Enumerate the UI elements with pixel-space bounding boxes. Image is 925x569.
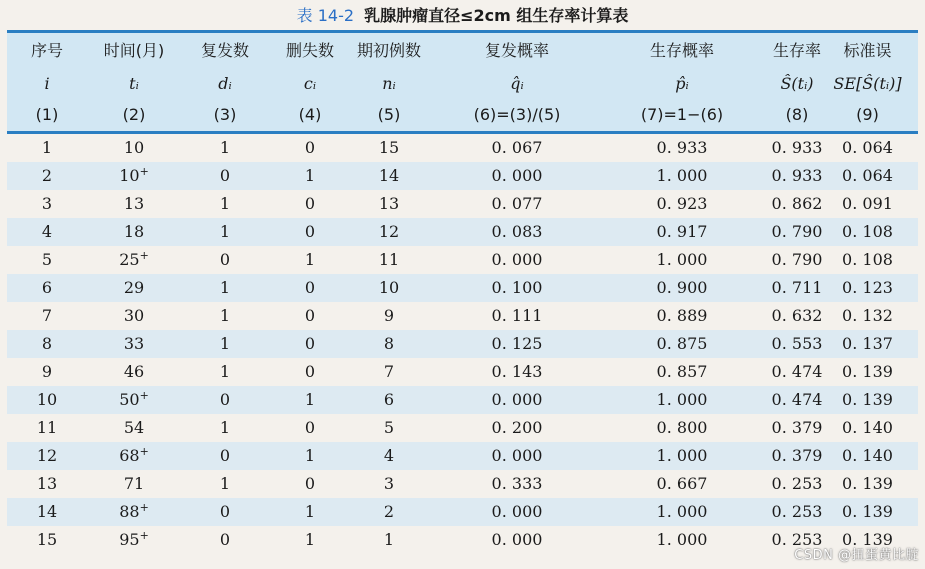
cell-at-risk: 13 [378,194,400,213]
cell-censored: 0 [304,278,316,297]
cell-time: 13 [123,194,145,213]
cell-survival-rate: 0. 253 [771,474,823,493]
cell-time: 88+ [119,501,149,521]
table-row [7,442,918,470]
column-header-std-error: 标准误 SE[Ŝ(tᵢ)] (9) [833,41,902,124]
cell-survival-prob: 1. 000 [656,446,708,465]
censor-mark: + [139,501,149,514]
cell-relapse-prob: 0. 083 [491,222,543,241]
cell-std-error: 0. 139 [842,390,893,409]
cell-index: 4 [41,222,53,241]
censor-mark: + [139,445,149,458]
cell-at-risk: 4 [383,446,395,465]
table-body [7,134,918,554]
cell-index: 3 [41,194,53,213]
cell-relapse-prob: 0. 077 [491,194,543,213]
cell-censored: 1 [304,530,316,549]
cell-censored: 0 [304,194,316,213]
table-row [7,134,918,162]
table-caption [0,4,925,28]
cell-index: 13 [36,474,58,493]
cell-relapse: 0 [219,502,231,521]
cell-at-risk: 9 [383,306,395,325]
cell-index: 9 [41,362,53,381]
cell-survival-prob: 1. 000 [656,250,708,269]
cell-relapse-prob: 0. 000 [491,502,543,521]
cell-relapse-prob: 0. 000 [491,166,543,185]
table-row [7,302,918,330]
cell-at-risk: 1 [383,530,395,549]
cell-survival-rate: 0. 253 [771,502,823,521]
cell-time: 10+ [119,165,149,185]
cell-std-error: 0. 140 [842,418,893,437]
cell-survival-prob: 1. 000 [656,166,708,185]
cell-time: 68+ [119,445,149,465]
cell-index: 10 [36,390,58,409]
cell-relapse: 1 [219,194,231,213]
cell-std-error: 0. 139 [842,502,893,521]
column-header-survival-rate: 生存率 Ŝ(tᵢ) (8) [772,41,821,124]
cell-survival-prob: 0. 857 [656,362,708,381]
cell-std-error: 0. 091 [842,194,893,213]
cell-index: 7 [41,306,53,325]
cell-at-risk: 12 [378,222,400,241]
cell-index: 12 [36,446,58,465]
column-header-relapse-prob: 复发概率 q̂ᵢ (6)=(3)/(5) [473,41,561,124]
cell-at-risk: 3 [383,474,395,493]
cell-censored: 1 [304,446,316,465]
cell-relapse-prob: 0. 000 [491,530,543,549]
cell-index: 5 [41,250,53,269]
cell-censored: 0 [304,306,316,325]
cell-censored: 0 [304,474,316,493]
censor-mark: + [139,249,149,262]
cell-relapse: 1 [219,474,231,493]
cell-index: 2 [41,166,53,185]
cell-censored: 1 [304,390,316,409]
cell-survival-prob: 0. 900 [656,278,708,297]
cell-survival-prob: 1. 000 [656,390,708,409]
cell-relapse: 1 [219,138,231,157]
cell-relapse: 1 [219,362,231,381]
cell-time: 50+ [119,389,149,409]
cell-at-risk: 11 [378,250,400,269]
cell-std-error: 0. 123 [842,278,893,297]
table-row [7,274,918,302]
cell-std-error: 0. 140 [842,446,893,465]
cell-std-error: 0. 064 [842,166,893,185]
cell-at-risk: 15 [378,138,400,157]
cell-survival-rate: 0. 474 [771,362,823,381]
cell-censored: 1 [304,502,316,521]
cell-relapse-prob: 0. 200 [491,418,543,437]
table-title: 乳腺肿瘤直径≤2cm 组生存率计算表 [364,6,629,25]
cell-at-risk: 8 [383,334,395,353]
censor-mark: + [139,165,149,178]
cell-survival-rate: 0. 790 [771,250,823,269]
cell-std-error: 0. 139 [842,474,893,493]
table-row [7,246,918,274]
censor-mark: + [139,389,149,402]
cell-std-error: 0. 108 [842,250,893,269]
cell-relapse-prob: 0. 067 [491,138,543,157]
cell-censored: 0 [304,362,316,381]
cell-index: 6 [41,278,53,297]
table-row [7,358,918,386]
cell-survival-rate: 0. 474 [771,390,823,409]
cell-at-risk: 2 [383,502,395,521]
cell-time: 25+ [119,249,149,269]
cell-relapse: 1 [219,306,231,325]
cell-survival-prob: 0. 800 [656,418,708,437]
table-number: 表 14-2 [296,6,355,25]
cell-index: 14 [36,502,58,521]
cell-survival-rate: 0. 553 [771,334,823,353]
cell-survival-rate: 0. 862 [771,194,823,213]
cell-std-error: 0. 064 [842,138,893,157]
cell-survival-prob: 1. 000 [656,502,708,521]
cell-relapse: 1 [219,278,231,297]
cell-survival-rate: 0. 790 [771,222,823,241]
table-row [7,190,918,218]
cell-at-risk: 10 [378,278,400,297]
cell-relapse: 0 [219,390,231,409]
cell-relapse-prob: 0. 333 [491,474,543,493]
table-row [7,386,918,414]
cell-index: 11 [36,418,58,437]
cell-censored: 0 [304,334,316,353]
table-row [7,526,918,554]
cell-relapse-prob: 0. 143 [491,362,543,381]
cell-relapse: 0 [219,446,231,465]
cell-index: 1 [41,138,53,157]
cell-censored: 1 [304,250,316,269]
cell-index: 8 [41,334,53,353]
cell-survival-rate: 0. 379 [771,446,823,465]
cell-survival-prob: 1. 000 [656,530,708,549]
cell-relapse: 0 [219,530,231,549]
cell-survival-prob: 0. 917 [656,222,708,241]
cell-relapse: 1 [219,334,231,353]
cell-index: 15 [36,530,58,549]
column-header-relapse: 复发数 dᵢ (3) [200,41,249,124]
cell-time: 29 [123,278,145,297]
cell-survival-prob: 0. 875 [656,334,708,353]
cell-time: 95+ [119,529,149,549]
column-header-index: 序号 i (1) [30,41,63,124]
cell-relapse: 1 [219,418,231,437]
cell-relapse-prob: 0. 000 [491,390,543,409]
column-header-at-risk: 期初例数 nᵢ (5) [356,41,421,124]
cell-survival-prob: 0. 889 [656,306,708,325]
cell-survival-rate: 0. 632 [771,306,823,325]
column-header-time: 时间(月) tᵢ (2) [103,41,165,124]
table-row [7,162,918,190]
cell-std-error: 0. 139 [842,530,893,549]
cell-censored: 0 [304,418,316,437]
cell-censored: 0 [304,138,316,157]
cell-time: 18 [123,222,145,241]
cell-time: 33 [123,334,145,353]
cell-relapse-prob: 0. 000 [491,446,543,465]
table-row [7,498,918,526]
cell-survival-prob: 0. 923 [656,194,708,213]
cell-relapse-prob: 0. 125 [491,334,543,353]
cell-relapse: 0 [219,250,231,269]
column-header-censored: 删失数 cᵢ (4) [285,41,334,124]
cell-relapse-prob: 0. 111 [491,306,543,325]
cell-time: 10 [123,138,145,157]
cell-survival-rate: 0. 711 [771,278,823,297]
cell-relapse-prob: 0. 100 [491,278,543,297]
table-header [7,30,918,134]
cell-time: 46 [123,362,145,381]
table-row [7,218,918,246]
table-row [7,414,918,442]
cell-at-risk: 6 [383,390,395,409]
cell-at-risk: 5 [383,418,395,437]
cell-time: 71 [123,474,145,493]
cell-censored: 1 [304,166,316,185]
cell-survival-rate: 0. 379 [771,418,823,437]
table-row [7,330,918,358]
cell-survival-rate: 0. 253 [771,530,823,549]
censor-mark: + [139,529,149,542]
cell-censored: 0 [304,222,316,241]
cell-std-error: 0. 139 [842,362,893,381]
cell-relapse: 1 [219,222,231,241]
cell-at-risk: 14 [378,166,400,185]
cell-at-risk: 7 [383,362,395,381]
cell-std-error: 0. 132 [842,306,893,325]
cell-relapse: 0 [219,166,231,185]
cell-survival-prob: 0. 667 [656,474,708,493]
cell-survival-rate: 0. 933 [771,166,823,185]
cell-std-error: 0. 108 [842,222,893,241]
cell-time: 54 [123,418,145,437]
cell-survival-rate: 0. 933 [771,138,823,157]
cell-survival-prob: 0. 933 [656,138,708,157]
cell-std-error: 0. 137 [842,334,893,353]
table-row [7,470,918,498]
cell-time: 30 [123,306,145,325]
column-header-survival-prob: 生存概率 p̂ᵢ (7)=1−(6) [640,41,724,124]
watermark: CSDN @扭蛋黄比腚 [794,548,919,563]
cell-relapse-prob: 0. 000 [491,250,543,269]
